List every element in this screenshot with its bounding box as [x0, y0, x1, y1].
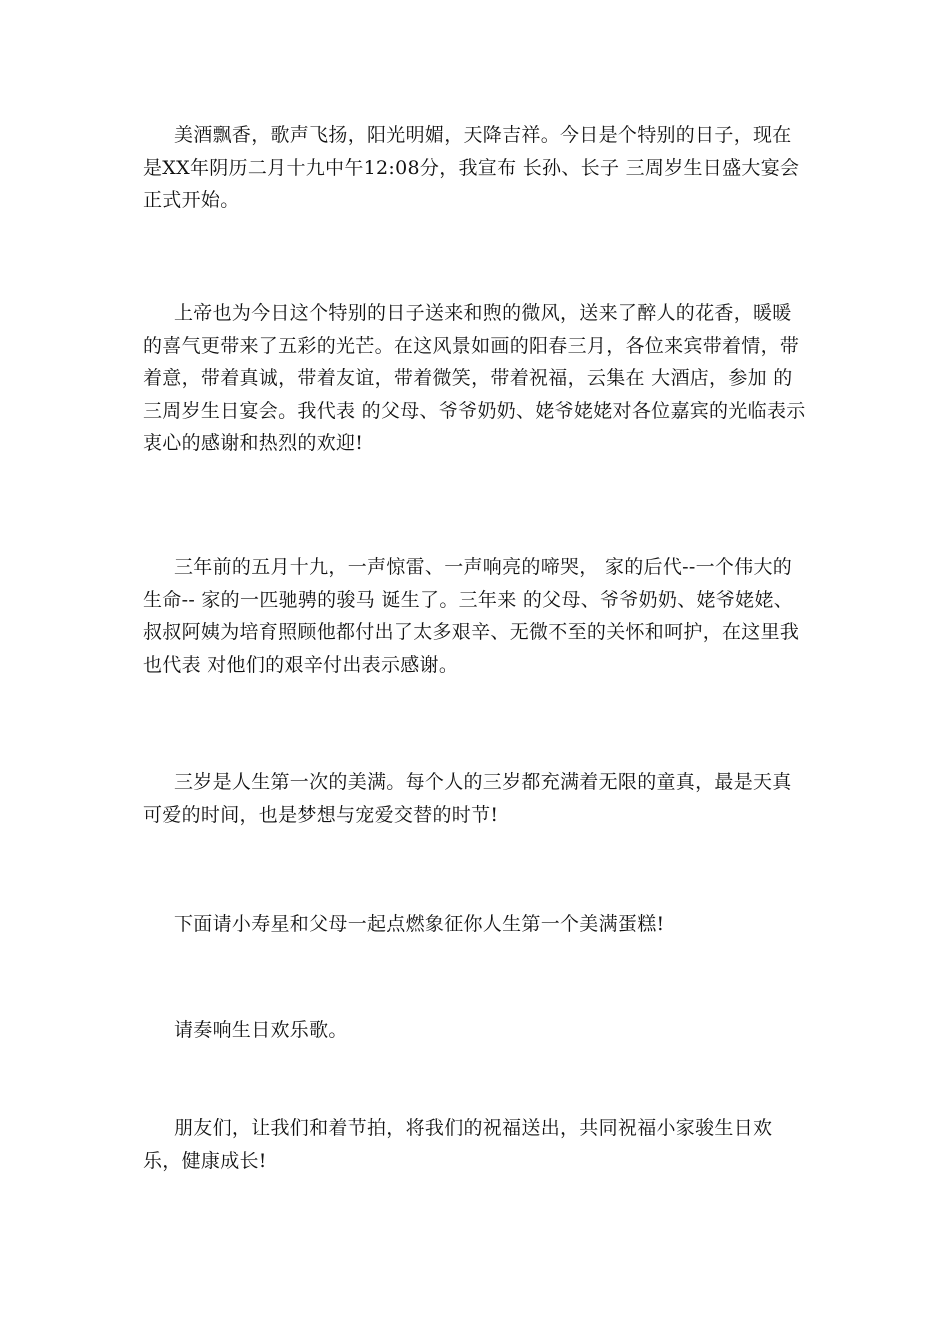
paragraph-opening: 美酒飘香，歌声飞扬，阳光明媚，天降吉祥。今日是个特别的日子，现在是XX年阴历二月十九中午12:08分，我宣布 长孙、长子 三周岁生日盛大宴会正式开始。: [143, 124, 800, 211]
paragraph-welcome: 上帝也为今日这个特别的日子送来和煦的微风，送来了醉人的花香，暖暖的喜气更带来了五彩的光芒。在这风景如画的阳春三月，各位来宾带着情，带着意，带着真诚，带着友谊，带着微笑，带着祝福，云集在 大酒店，参加 的三周岁生日宴会。我代表 的父母、爷爷奶奶、姥爷姥姥对各位嘉宾的光临表示衷心的感谢和热烈的欢迎!: [143, 302, 806, 454]
paragraph-birth: 三年前的五月十九，一声惊雷、一声响亮的啼哭， 家的后代--一个伟大的生命-- 家的一匹驰骋的骏马 诞生了。三年来 的父母、爷爷奶奶、姥爷姥姥、叔叔阿姨为培育照顾他都付出了太多艰辛、无微不至的关怀和呵护，在这里我也代表 对他们的艰辛付出表示感谢。: [143, 556, 800, 676]
paragraph-song: 请奏响生日欢乐歌。: [174, 1019, 348, 1041]
paragraph-cake: 下面请小寿星和父母一起点燃象征你人生第一个美满蛋糕!: [174, 913, 665, 935]
paragraph-three-years: 三岁是人生第一次的美满。每个人的三岁都充满着无限的童真，最是天真可爱的时间，也是梦想与宠爱交替的时节!: [143, 771, 792, 826]
paragraph-blessing: 朋友们，让我们和着节拍，将我们的祝福送出，共同祝福小家骏生日欢乐，健康成长!: [143, 1117, 773, 1172]
